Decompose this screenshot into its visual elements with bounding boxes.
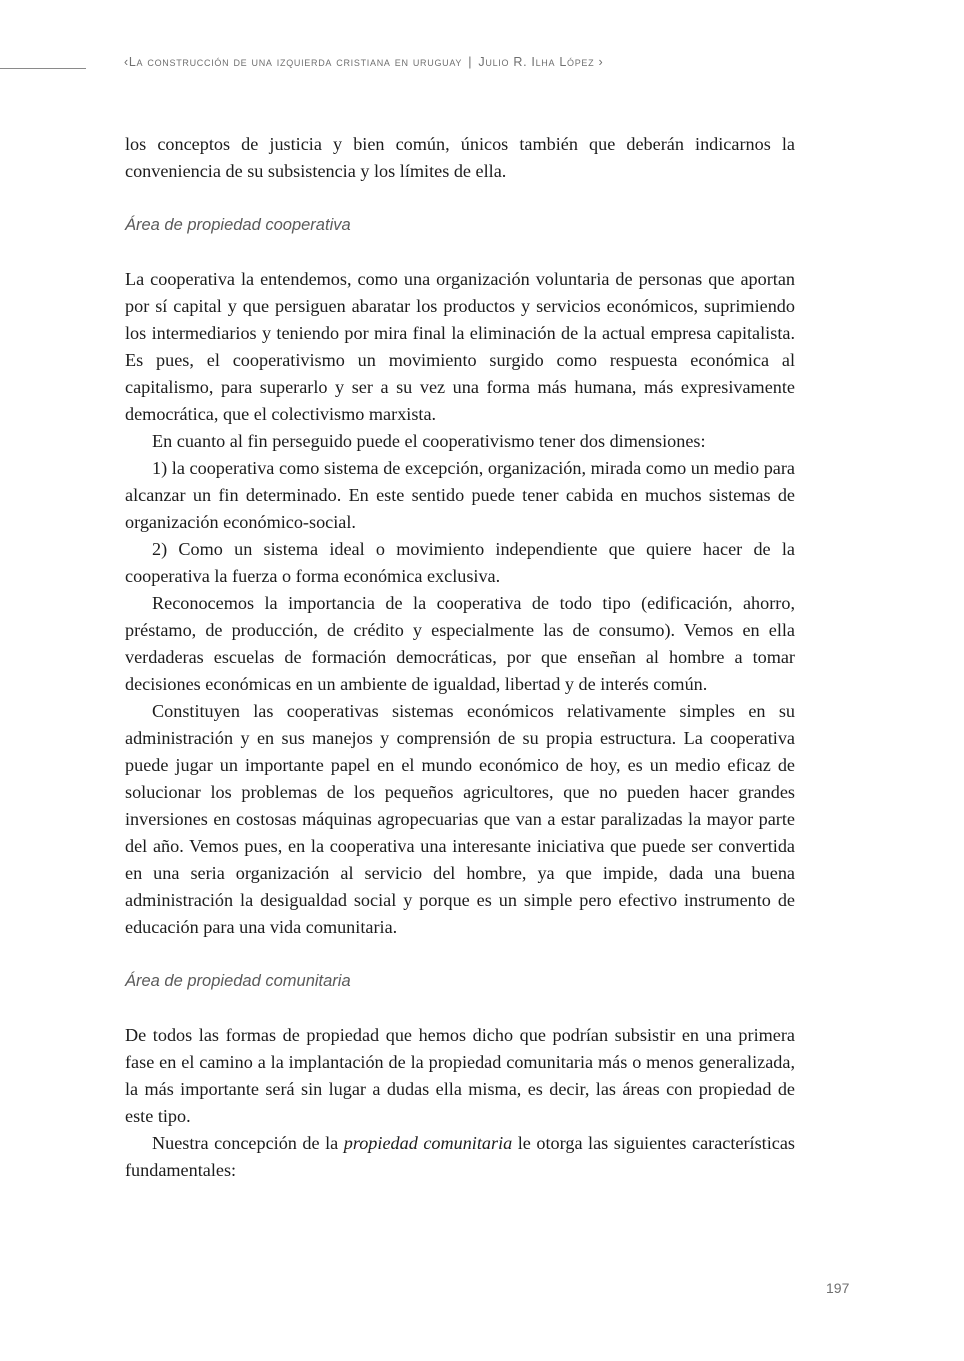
paragraph: Constituyen las cooperativas sistemas económicos relativamente simples en su administración y en sus manejos y comprensión de su propia estructura. La cooperativa puede jugar un importante papel en el mundo económico de hoy, es un medio eficaz de solucionar los problemas de los pequeños agricultores, que no pueden hacer grandes inversiones en costosas máquinas agropecuarias que van a estar paralizadas la mayor parte del año. Vemos pues, en la cooperativa una interesante iniciativa que puede ser convertida en una seria organización al servicio del hombre, ya que impide, dada una buena administración la desigualdad social y porque es un simple pero efectivo instrumento de educación para una vida comunitaria.: [125, 701, 795, 937]
running-head-separator: |: [468, 55, 473, 69]
section-heading-cooperativa: Área de propiedad cooperativa: [125, 216, 351, 234]
paragraph: En cuanto al fin perseguido puede el cooperativismo tener dos dimensiones:: [152, 431, 706, 451]
paragraph: 1) la cooperativa como sistema de excepción, organización, mirada como un medio para alcanzar un fin determinado. En este sentido puede tener cabida en muchos sistemas de organización económico-social.: [125, 458, 795, 532]
paragraph: De todos las formas de propiedad que hemos dicho que podrían subsistir en una primera fase en el camino a la implantación de la propiedad comunitaria más o menos generalizada, la más importante será sin lugar a dudas ella misma, es decir, las áreas con propiedad de este tipo.: [125, 1025, 795, 1126]
paragraph-final: [125, 1130, 795, 1184]
spacer: [125, 995, 795, 1022]
running-head: [124, 55, 824, 69]
running-head-author: Julio R. Ilha López ›: [478, 55, 604, 69]
page-body: [125, 131, 795, 1184]
paragraph-text: Nuestra concepción de la: [152, 1133, 344, 1153]
paragraph: Reconocemos la importancia de la cooperativa de todo tipo (edificación, ahorro, préstamo, de producción, de crédito y especialmente las de consumo). Vemos en ella verdaderas escuelas de formación democráticas, por que enseñan al hombre a tomar decisiones económicas en un ambiente de igualdad, libertad y de interés común.: [125, 593, 795, 694]
spacer: [125, 239, 795, 266]
section-heading-comunitaria: Área de propiedad comunitaria: [125, 972, 351, 990]
spacer: [125, 941, 795, 968]
paragraph: 2) Como un sistema ideal o movimiento independiente que quiere hacer de la cooperativa la fuerza o forma económica exclusiva.: [125, 539, 795, 586]
running-head-book-title: ‹La construcción de una izquierda cristiana en uruguay: [124, 55, 463, 69]
emphasis-text: propiedad comunitaria: [343, 1133, 513, 1153]
paragraph-text: le otorga las siguientes características fundamentales:: [125, 1133, 795, 1180]
paragraph: La cooperativa la entendemos, como una organización voluntaria de personas que aportan por sí capital y que persiguen abaratar los productos y servicios económicos, suprimiendo los intermediarios y teniendo por mira final la eliminación de la actual empresa capitalista. Es pues, el cooperativismo un movimiento surgido como respuesta económica al capitalismo, para superarlo y ser a su vez una forma más humana, más expresivamente democrática, que el colectivismo marxista.: [125, 269, 795, 424]
paragraph-intro: los conceptos de justicia y bien común, únicos también que deberán indicarnos la conveniencia de su subsistencia y los límites de ella.: [125, 134, 795, 181]
header-rule: [0, 68, 86, 69]
page-number: 197: [826, 1280, 850, 1296]
spacer: [125, 185, 795, 212]
